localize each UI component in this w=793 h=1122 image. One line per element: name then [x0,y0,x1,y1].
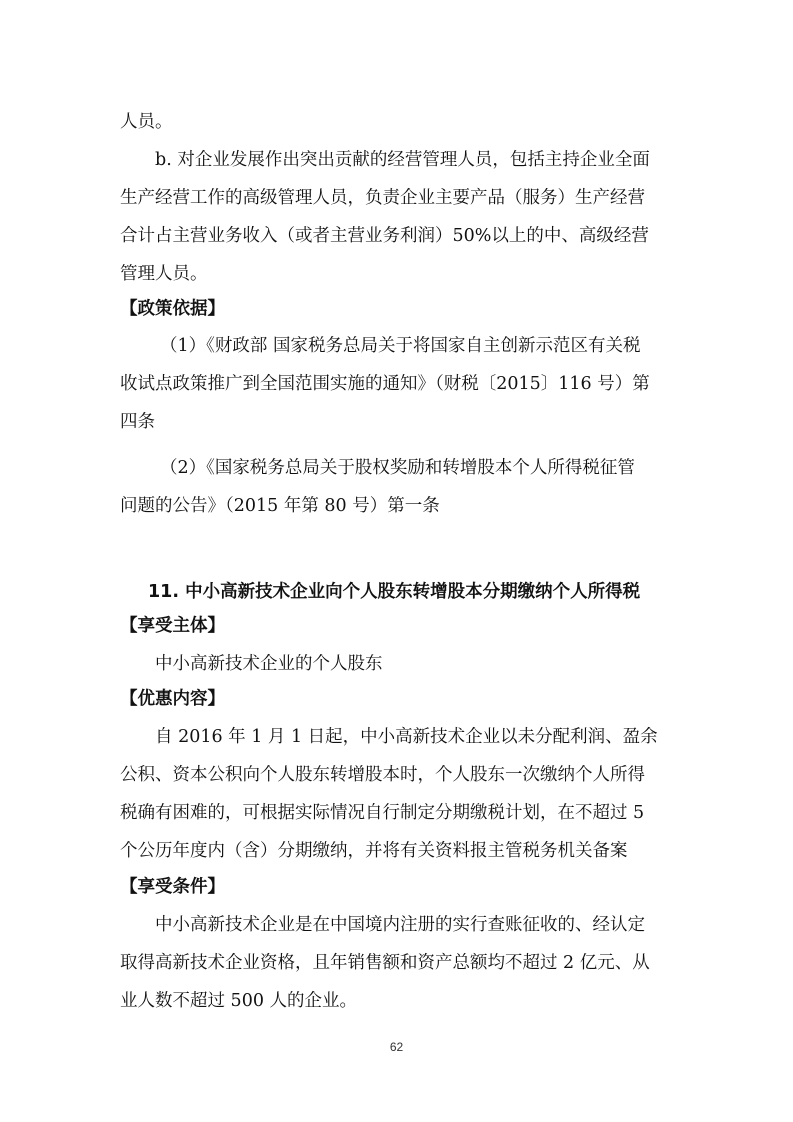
content-line: 公积、资本公积向个人股东转增股本时，个人股东一次缴纳个人所得 [120,765,645,785]
policy-basis-line: 四条 [120,412,155,432]
body-line: 生产经营工作的高级管理人员，负责企业主要产品（服务）生产经营 [120,188,645,208]
beneficiary-heading: 【享受主体】 [120,616,225,636]
conditions-line: 业人数不超过 500 人的企业。 [120,991,358,1011]
conditions-line: 中小高新技术企业是在中国境内注册的实行查账征收的、经认定 [155,915,645,935]
page-number: 62 [389,1040,404,1054]
body-line: 合计占主营业务收入（或者主营业务利润）50%以上的中、高级经营 [120,226,649,246]
content-line: 自 2016 年 1 月 1 日起，中小高新技术企业以未分配利润、盈余 [155,727,658,747]
section-title: 11. 中小高新技术企业向个人股东转增股本分期缴纳个人所得税 [148,582,641,602]
conditions-line: 取得高新技术企业资格，且年销售额和资产总额均不超过 2 亿元、从 [120,953,650,973]
policy-basis-line: （2）《国家税务总局关于股权奖励和转增股本个人所得税征管 [160,458,635,478]
policy-basis-heading: 【政策依据】 [120,299,225,319]
body-line: b. 对企业发展作出突出贡献的经营管理人员，包括主持企业全面 [155,150,650,170]
beneficiary-text: 中小高新技术企业的个人股东 [155,654,383,674]
content-line: 税确有困难的，可根据实际情况自行制定分期缴税计划，在不超过 5 [120,803,645,823]
content-line: 个公历年度内（含）分期缴纳，并将有关资料报主管税务机关备案 [120,841,628,861]
body-line: 管理人员。 [120,264,208,284]
conditions-heading: 【享受条件】 [120,877,225,897]
content-heading: 【优惠内容】 [120,689,225,709]
policy-basis-line: 收试点政策推广到全国范围实施的通知》（财税〔2015〕116 号）第 [120,374,650,394]
body-line: 人员。 [120,112,173,132]
policy-basis-line: （1）《财政部 国家税务总局关于将国家自主创新示范区有关税 [160,336,641,356]
policy-basis-line: 问题的公告》（2015 年第 80 号）第一条 [120,496,440,516]
